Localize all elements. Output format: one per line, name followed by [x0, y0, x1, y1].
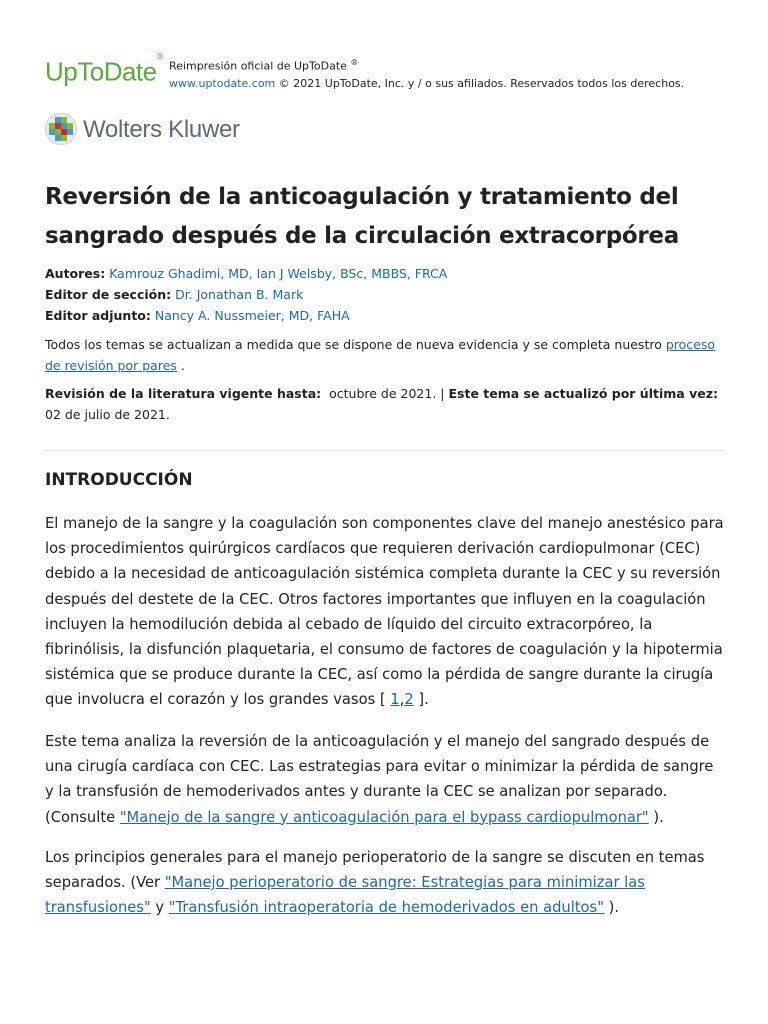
- authors-link[interactable]: Kamrouz Ghadimi, MD, Ian J Welsby, BSc, MBBS, FRCA: [109, 266, 448, 281]
- intro-paragraph-3: Los principios generales para el manejo perioperatorio de la sangre se discuten en temas separados. (Ver "Manejo perioperatorio de sangre: Estrategias para minimizar las transfusiones" y "Transfusión intraoperatoria de hemoderivados en adultos" ).: [45, 849, 705, 917]
- section-divider: [45, 450, 723, 451]
- topic-link-perioperative-blood[interactable]: "Manejo perioperatorio de sangre: Estrategias para minimizar las transfusiones": [45, 874, 645, 917]
- last-update-label: Este tema se actualizó por última vez: [448, 386, 713, 401]
- reprint-notice: Reimpresión oficial de UpToDate ® www.uptodate.com © 2021 UpToDate, Inc. y / o sus afiliados. Reservados todos los derechos.: [169, 58, 685, 90]
- deputy-editor-link[interactable]: Nancy A. Nussmeier, MD, FAHA: [154, 308, 350, 323]
- peer-review-link[interactable]: proceso de revisión por pares: [45, 337, 715, 373]
- article-title-line2: sangrado después de la circulación extracorpórea: [45, 223, 679, 249]
- lit-review-label: Revisión de la literatura vigente hasta: [45, 386, 317, 401]
- article-credits: [45, 263, 725, 326]
- wolters-kluwer-logo: [45, 113, 345, 147]
- lit-review-value: octubre de 2021.: [329, 386, 437, 401]
- intro-paragraph-1: El manejo de la sangre y la coagulación son componentes clave del manejo anestésico para los procedimientos quirúrgicos cardíacos que requieren derivación cardiopulmonar (CEC) debido a la necesidad de anticoagulación sistémica completa durante la CEC y su reversión después del destete de la CEC. Otros factores importantes que influyen en la coagulación incluyen la hemodilución debida al cebado de líquido del circuito extracorpóreo, la fibrinólisis, la disfunción plaquetaria, el consumo de factores de coagulación y la hipotermia sistémica que se produce durante la CEC, así como la pérdida de sangre durante la cirugía que involucra el corazón y los grandes vasos [ 1,2 ].: [45, 515, 724, 709]
- uptodate-site-link[interactable]: www.uptodate.com: [169, 76, 276, 90]
- topic-link-blood-management-cpb[interactable]: "Manejo de la sangre y anticoagulación para el bypass cardiopulmonar": [119, 808, 649, 826]
- section-editor-link[interactable]: Dr. Jonathan B. Mark: [175, 287, 304, 302]
- deputy-editor-row: Editor adjunto: Nancy A. Nussmeier, MD, FAHA: [45, 308, 350, 323]
- section-editor-row: Editor de sección: Dr. Jonathan B. Mark: [45, 287, 304, 302]
- wolters-kluwer-mark-icon: [45, 113, 77, 145]
- reference-link-2[interactable]: 2: [404, 691, 414, 709]
- last-update-value: 02 de julio de 2021.: [45, 407, 170, 422]
- literature-review-dates: Revisión de la literatura vigente hasta: octubre de 2021. | Este tema se actualizó por última vez: 02 de julio de 2021.: [45, 386, 718, 422]
- copyright-text: © 2021 UpToDate, Inc. y / o sus afiliados. Reservados todos los derechos.: [275, 76, 685, 90]
- update-note: Todos los temas se actualizan a medida que se dispone de nueva evidencia y se completa nuestro proceso de revisión por pares .: [45, 337, 715, 373]
- article-title-line1: Reversión de la anticoagulación y tratamiento del: [45, 184, 679, 210]
- reference-link-1[interactable]: 1: [390, 691, 400, 709]
- section-heading: INTRODUCCIÓN: [45, 470, 193, 490]
- authors-row: Autores: Kamrouz Ghadimi, MD, Ian J Welsby, BSc, MBBS, FRCA: [45, 266, 448, 281]
- article-title: [45, 178, 725, 256]
- wolters-kluwer-wordmark: Wolters Kluwer: [83, 116, 240, 143]
- header: [45, 52, 735, 92]
- topic-link-intraoperative-transfusion[interactable]: "Transfusión intraoperatoria de hemoderivados en adultos": [168, 899, 604, 917]
- uptodate-logo: UpToDate®: [45, 51, 163, 87]
- reprint-label: Reimpresión oficial de UpToDate: [169, 59, 347, 73]
- intro-paragraph-2: Este tema analiza la reversión de la anticoagulación y el manejo del sangrado después de una cirugía cardíaca con CEC. Las estrategias para evitar o minimizar la pérdida de sangre y la transfusión de hemoderivados antes y durante la CEC se analizan por separado. (Consulte "Manejo de la sangre y anticoagulación para el bypass cardiopulmonar" ).: [45, 733, 714, 826]
